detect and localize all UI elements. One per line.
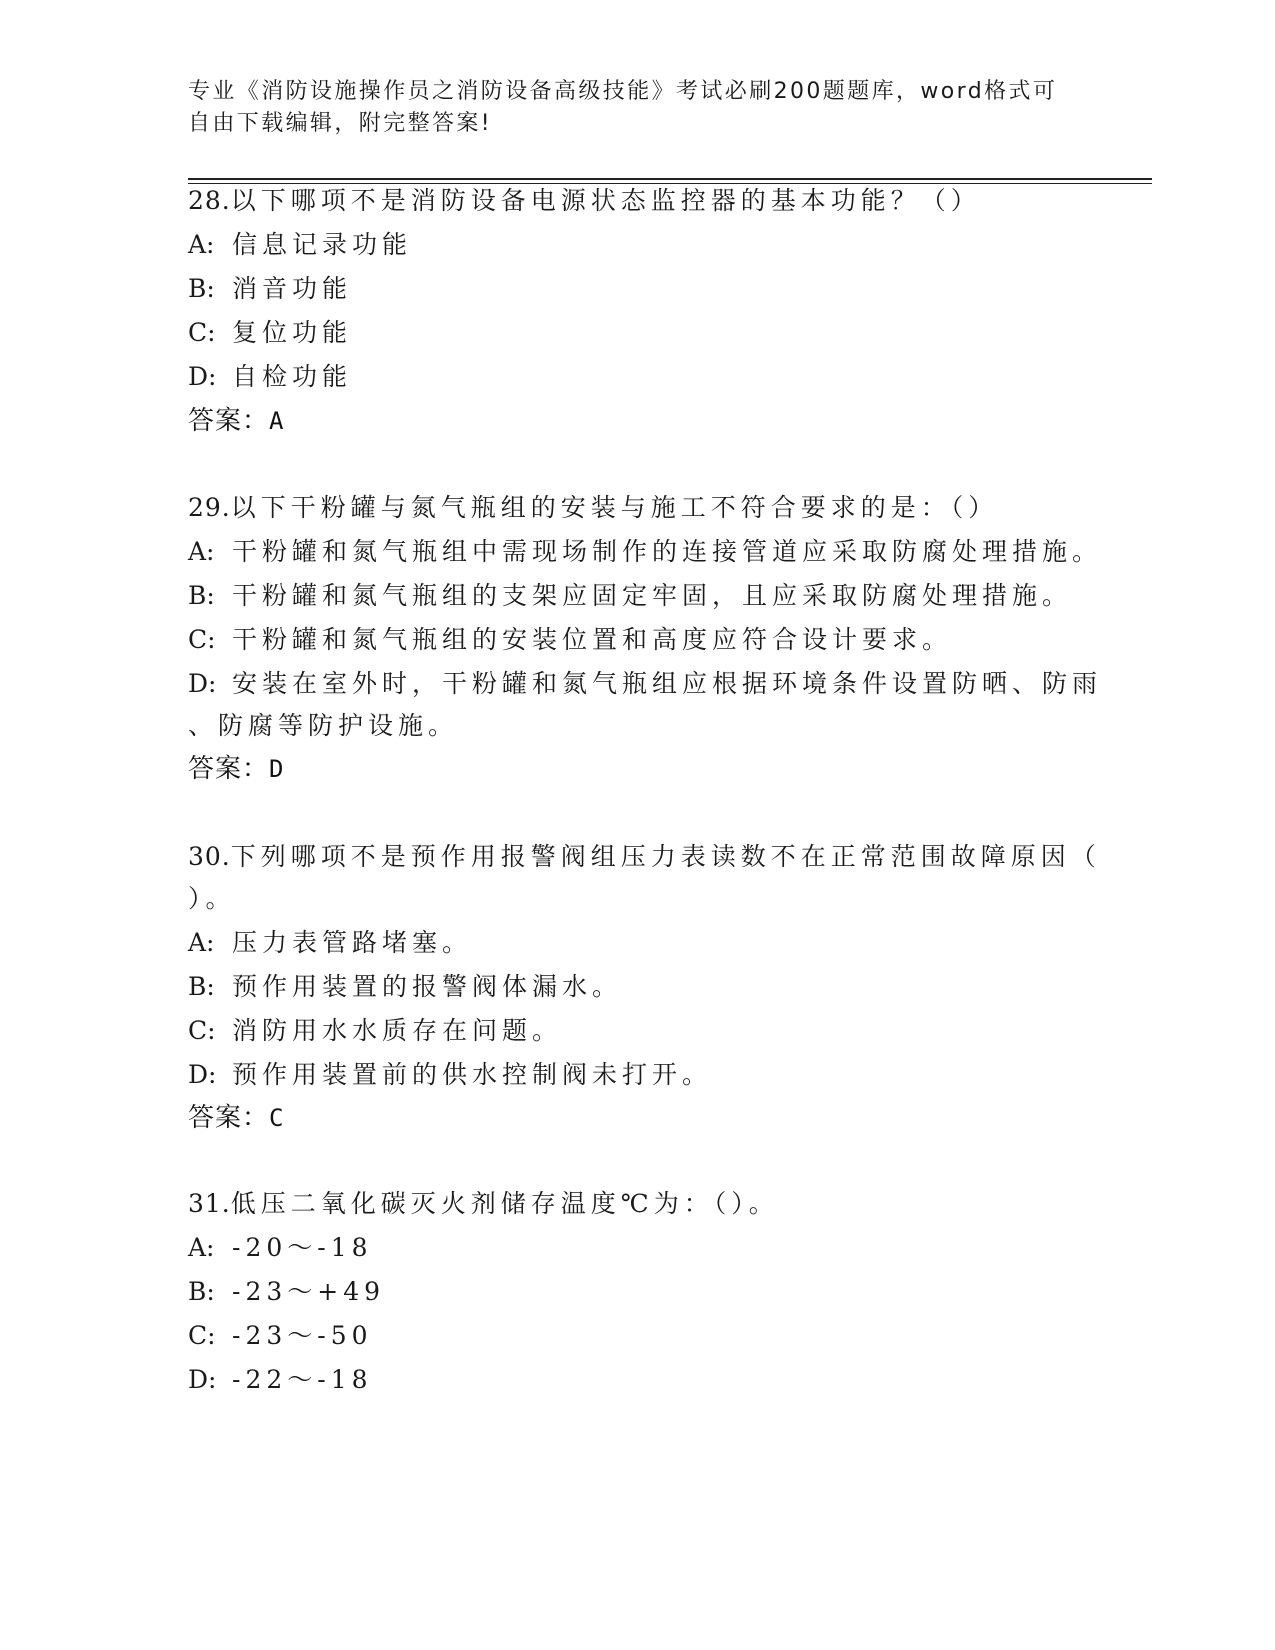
option-label: B: xyxy=(188,972,215,1001)
option-text: -22～-18 xyxy=(232,1365,373,1394)
question-30-answer xyxy=(188,1101,284,1135)
option-text: 干粉罐和氮气瓶组中需现场制作的连接管道应采取防腐处理措施。 xyxy=(232,537,1103,566)
answer-letter: D xyxy=(269,755,285,783)
option-label: C: xyxy=(188,625,216,654)
question-30-option-b xyxy=(188,970,622,1004)
question-30-stem xyxy=(188,840,1101,874)
question-28-option-d xyxy=(188,360,352,394)
question-stem-text: 以下哪项不是消防设备电源状态监控器的基本功能？（） xyxy=(230,186,981,215)
option-label: A: xyxy=(188,928,215,957)
question-29-stem xyxy=(188,491,998,525)
question-28-option-c xyxy=(188,316,352,350)
option-text: 复位功能 xyxy=(232,318,353,347)
question-31-option-b xyxy=(188,1275,385,1309)
answer-letter: A xyxy=(269,407,285,435)
option-label: B: xyxy=(188,1277,215,1306)
question-number: 29. xyxy=(188,493,231,522)
option-label: A: xyxy=(188,230,215,259)
question-29-option-d-continuation: 、防腐等防护设施。 xyxy=(188,711,459,740)
question-stem-text: 低压二氧化碳灭火剂储存温度℃为：（）。 xyxy=(230,1189,779,1218)
question-number: 28. xyxy=(188,186,231,215)
question-28-stem xyxy=(188,184,981,218)
option-text: -20～-18 xyxy=(232,1233,373,1262)
option-text: 信息记录功能 xyxy=(232,230,413,259)
option-label: D: xyxy=(188,669,217,698)
question-28-option-a xyxy=(188,228,412,262)
question-31-option-c xyxy=(188,1319,373,1353)
question-31-stem xyxy=(188,1187,779,1221)
question-30-option-d xyxy=(188,1058,712,1092)
header-line-1: 专业《消防设施操作员之消防设备高级技能》考试必刷200题题库，word格式可 xyxy=(188,79,1058,104)
question-number: 31. xyxy=(188,1189,231,1218)
option-text: 压力表管路堵塞。 xyxy=(232,928,473,957)
option-label: A: xyxy=(188,537,215,566)
option-label: B: xyxy=(188,274,215,303)
option-label: B: xyxy=(188,581,215,610)
question-30-stem-continuation: ）。 xyxy=(188,884,236,913)
option-text: 安装在室外时，干粉罐和氮气瓶组应根据环境条件设置防晒、防雨 xyxy=(232,669,1103,698)
question-31-option-d xyxy=(188,1363,373,1397)
option-text: -23～+49 xyxy=(232,1277,386,1306)
answer-prefix: 答案： xyxy=(188,1103,270,1133)
question-29-option-c xyxy=(188,623,952,657)
option-label: D: xyxy=(188,1060,217,1089)
question-28-option-b xyxy=(188,272,352,306)
header-line-2: 自由下载编辑，附完整答案! xyxy=(188,111,493,136)
question-31-option-a xyxy=(188,1231,373,1265)
question-stem-text: 下列哪项不是预作用报警阀组压力表读数不在正常范围故障原因（ xyxy=(230,842,1101,871)
question-number: 30. xyxy=(188,842,231,871)
option-label: C: xyxy=(188,1016,216,1045)
option-text: 干粉罐和氮气瓶组的安装位置和高度应符合设计要求。 xyxy=(232,625,953,654)
answer-prefix: 答案： xyxy=(188,406,270,436)
question-28-answer xyxy=(188,404,284,438)
answer-prefix: 答案： xyxy=(188,754,270,784)
question-stem-text: 以下干粉罐与氮气瓶组的安装与施工不符合要求的是：（） xyxy=(230,493,999,522)
question-29-option-a xyxy=(188,535,1102,569)
option-text: 预作用装置的报警阀体漏水。 xyxy=(232,972,623,1001)
option-label: D: xyxy=(188,362,217,391)
answer-letter: C xyxy=(269,1104,285,1132)
option-text: 预作用装置前的供水控制阀未打开。 xyxy=(232,1060,713,1089)
header-divider-thick xyxy=(188,178,1152,180)
question-30-option-a xyxy=(188,926,472,960)
option-label: A: xyxy=(188,1233,215,1262)
question-29-answer xyxy=(188,752,284,786)
option-label: C: xyxy=(188,1321,216,1350)
option-label: D: xyxy=(188,1365,217,1394)
option-text: 自检功能 xyxy=(232,362,353,391)
option-text: 消防用水水质存在问题。 xyxy=(232,1016,563,1045)
question-29-option-d xyxy=(188,667,1102,701)
question-30-option-c xyxy=(188,1014,562,1048)
option-label: C: xyxy=(188,318,216,347)
option-text: 干粉罐和氮气瓶组的支架应固定牢固，且应采取防腐处理措施。 xyxy=(232,581,1073,610)
question-29-option-b xyxy=(188,579,1072,613)
document-header xyxy=(188,76,1068,140)
option-text: -23～-50 xyxy=(232,1321,373,1350)
option-text: 消音功能 xyxy=(232,274,353,303)
